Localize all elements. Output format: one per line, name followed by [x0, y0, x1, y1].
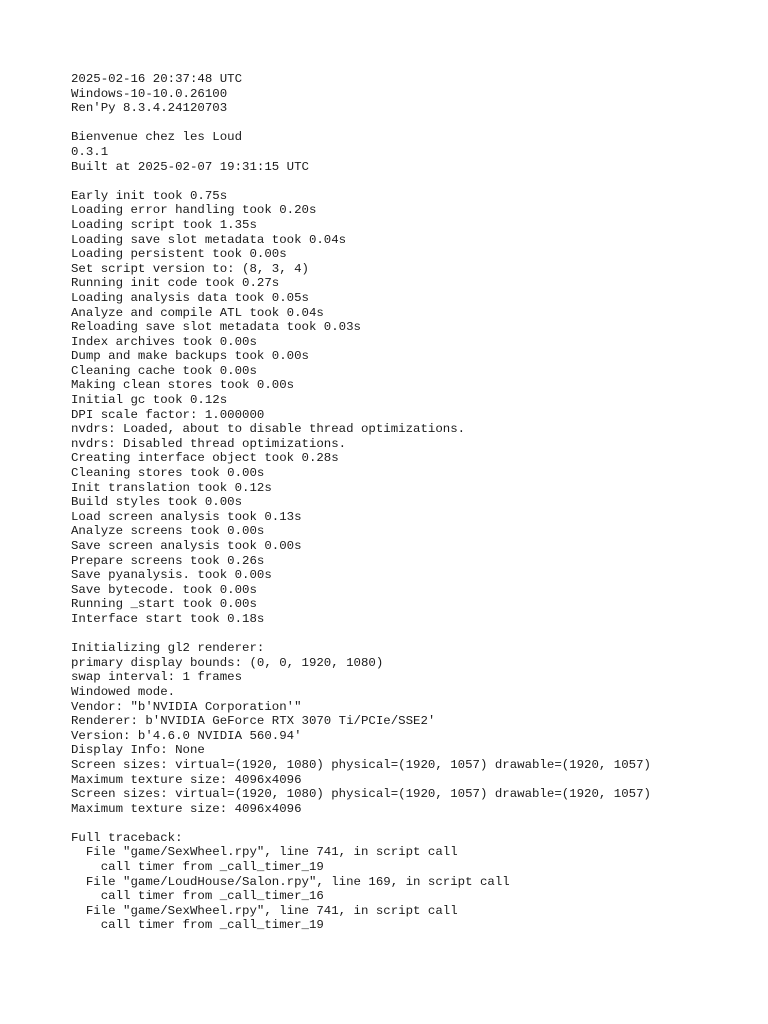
log-line: Interface start took 0.18s	[71, 611, 265, 626]
platform-line: Windows-10-10.0.26100	[71, 86, 228, 101]
log-line: Running _start took 0.00s	[71, 597, 257, 612]
log-document	[71, 72, 751, 948]
init-log-block	[71, 189, 751, 627]
log-line: nvdrs: Disabled thread optimizations.	[71, 436, 347, 451]
log-line: Build styles took 0.00s	[71, 495, 243, 510]
log-line: Initializing gl2 renderer:	[71, 641, 265, 656]
traceback-line: call timer from _call_timer_19	[71, 860, 324, 875]
log-line: Display Info: None	[71, 743, 205, 758]
log-line: Dump and make backups took 0.00s	[71, 349, 309, 364]
build-date: Built at 2025-02-07 19:31:15 UTC	[71, 159, 309, 174]
log-line: Cleaning cache took 0.00s	[71, 363, 257, 378]
log-line: Loading persistent took 0.00s	[71, 247, 287, 262]
log-line: Analyze and compile ATL took 0.04s	[71, 305, 324, 320]
traceback-line: File "game/SexWheel.rpy", line 741, in script call	[71, 845, 458, 860]
log-line: Cleaning stores took 0.00s	[71, 466, 265, 481]
log-line: primary display bounds: (0, 0, 1920, 1080)	[71, 655, 384, 670]
log-line: Creating interface object took 0.28s	[71, 451, 339, 466]
log-line: Vendor: "b'NVIDIA Corporation'"	[71, 699, 302, 714]
traceback-line: File "game/SexWheel.rpy", line 741, in script call	[71, 903, 458, 918]
renpy-version-line: Ren'Py 8.3.4.24120703	[71, 101, 228, 116]
log-line: Index archives took 0.00s	[71, 334, 257, 349]
log-line: Early init took 0.75s	[71, 188, 228, 203]
log-line: Version: b'4.6.0 NVIDIA 560.94'	[71, 728, 302, 743]
traceback-block	[71, 831, 751, 933]
log-line: Load screen analysis took 0.13s	[71, 509, 302, 524]
log-line: Save bytecode. took 0.00s	[71, 582, 257, 597]
log-line: Save pyanalysis. took 0.00s	[71, 568, 272, 583]
traceback-line: File "game/LoudHouse/Salon.rpy", line 169, in script call	[71, 874, 510, 889]
game-version: 0.3.1	[71, 144, 109, 159]
log-line: Maximum texture size: 4096x4096	[71, 772, 302, 787]
log-line: DPI scale factor: 1.000000	[71, 407, 265, 422]
log-line: Save screen analysis took 0.00s	[71, 539, 302, 553]
log-line: Analyze screens took 0.00s	[71, 524, 265, 539]
log-line: Renderer: b'NVIDIA GeForce RTX 3070 Ti/PCIe/SSE2'	[71, 714, 436, 729]
game-info-block	[71, 130, 751, 174]
log-line: Loading analysis data took 0.05s	[71, 290, 309, 305]
log-line: Screen sizes: virtual=(1920, 1080) physical=(1920, 1057) drawable=(1920, 1057)	[71, 787, 651, 802]
game-name: Bienvenue chez les Loud	[71, 130, 243, 145]
renderer-log-block	[71, 641, 751, 816]
log-line: Screen sizes: virtual=(1920, 1080) physical=(1920, 1057) drawable=(1920, 1057)	[71, 757, 651, 772]
log-line: Windowed mode.	[71, 684, 176, 699]
log-line: Maximum texture size: 4096x4096	[71, 801, 302, 816]
log-line: Loading script took 1.35s	[71, 217, 257, 232]
log-line: Making clean stores took 0.00s	[71, 378, 295, 393]
traceback-title: Full traceback:	[71, 830, 183, 845]
log-line: Prepare screens took 0.26s	[71, 553, 265, 568]
log-line: swap interval: 1 frames	[71, 670, 243, 685]
traceback-line: call timer from _call_timer_19	[71, 918, 324, 933]
log-line: nvdrs: Loaded, about to disable thread optimizations.	[71, 422, 466, 437]
log-line: Loading error handling took 0.20s	[71, 203, 317, 218]
log-line: Loading save slot metadata took 0.04s	[71, 232, 347, 247]
log-line: Reloading save slot metadata took 0.03s	[71, 320, 361, 335]
header-block	[71, 72, 751, 116]
log-line: Running init code took 0.27s	[71, 276, 280, 291]
log-line: Initial gc took 0.12s	[71, 393, 228, 408]
traceback-line: call timer from _call_timer_16	[71, 889, 324, 904]
log-line: Init translation took 0.12s	[71, 480, 272, 495]
log-timestamp: 2025-02-16 20:37:48 UTC	[71, 72, 243, 86]
log-line: Set script version to: (8, 3, 4)	[71, 261, 309, 276]
